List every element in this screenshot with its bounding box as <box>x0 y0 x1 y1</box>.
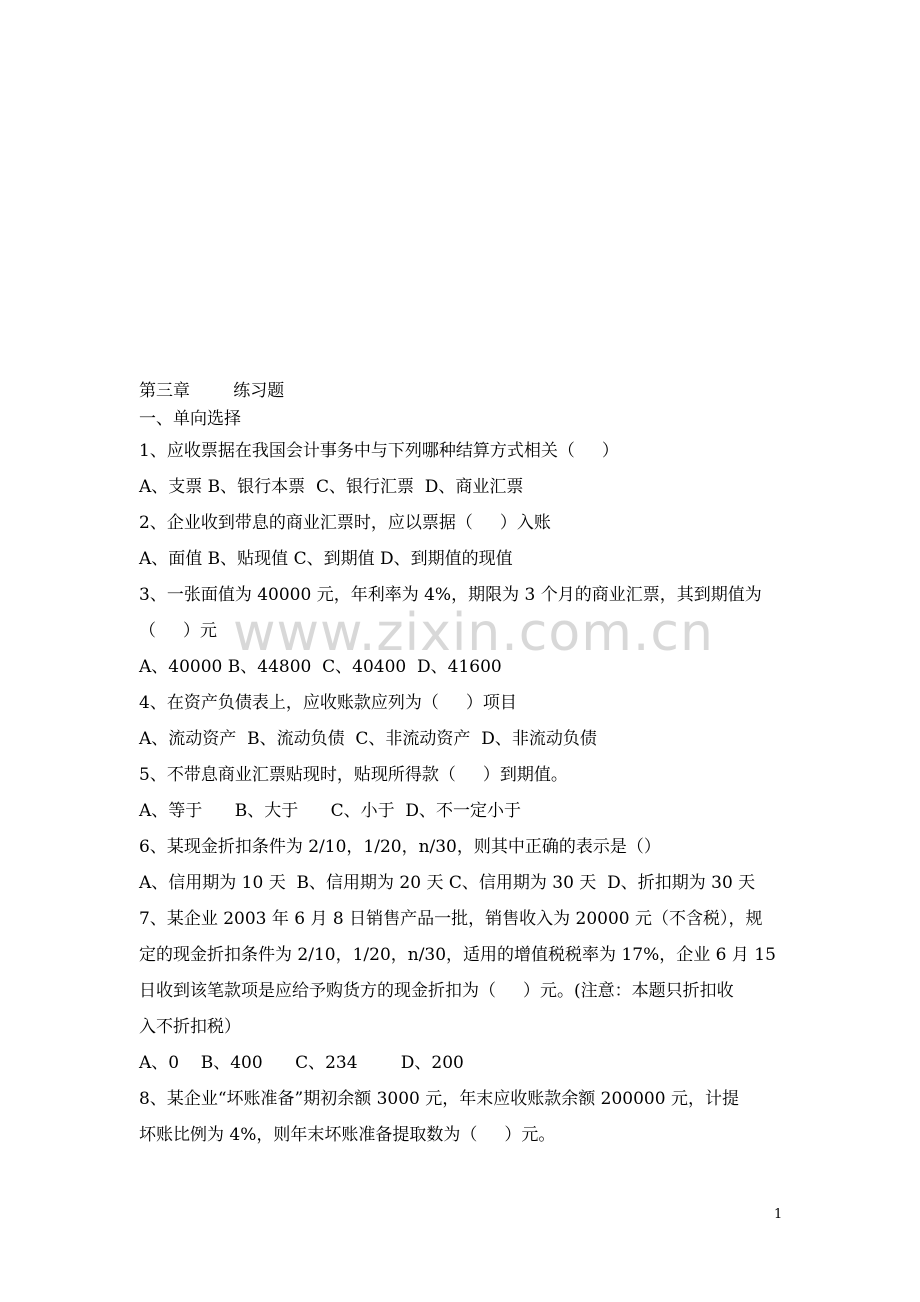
question-4: 4、在资产负债表上，应收账款应列为（ ）项目 <box>139 693 517 713</box>
options-5: A、等于 B、大于 C、小于 D、不一定小于 <box>139 801 522 821</box>
options-6: A、信用期为 10 天 B、信用期为 20 天 C、信用期为 30 天 D、折扣期为 30 天 <box>139 873 756 893</box>
question-3: 3、一张面值为 40000 元，年利率为 4%，期限为 3 个月的商业汇票，其到期值为 <box>139 585 762 605</box>
question-1: 1、应收票据在我国会计事务中与下列哪种结算方式相关（ ） <box>139 441 619 461</box>
options-2: A、面值 B、贴现值 C、到期值 D、到期值的现值 <box>139 549 513 569</box>
options-1: A、支票 B、银行本票 C、银行汇票 D、商业汇票 <box>139 477 524 497</box>
question-8: 8、某企业“坏账准备”期初余额 3000 元，年末应收账款余额 200000 元，计提 <box>139 1089 739 1109</box>
question-5: 5、不带息商业汇票贴现时，贴现所得款（ ）到期值。 <box>139 765 568 785</box>
chapter-title: 第三章 练习题 <box>139 381 285 401</box>
section-title: 一、单向选择 <box>139 409 241 429</box>
question-3-cont: （ ）元 <box>139 621 218 641</box>
question-2: 2、企业收到带息的商业汇票时，应以票据（ ）入账 <box>139 513 551 533</box>
options-7: A、0 B、400 C、234 D、200 <box>139 1053 464 1073</box>
options-4: A、流动资产 B、流动负债 C、非流动资产 D、非流动负债 <box>139 729 597 749</box>
options-3: A、40000 B、44800 C、40400 D、41600 <box>139 657 502 677</box>
page-number: 1 <box>774 1207 783 1222</box>
question-8-cont: 坏账比例为 4%，则年末坏账准备提取数为（ ）元。 <box>139 1125 556 1145</box>
document-body <box>139 377 789 1153</box>
question-7-cont-2: 日收到该笔款项是应给予购货方的现金折扣为（ ）元。(注意：本题只折扣收 <box>139 981 734 1001</box>
question-7-cont-3: 入不折扣税） <box>139 1017 241 1037</box>
watermark-text: www.zixin.com.cn <box>233 603 714 663</box>
question-7: 7、某企业 2003 年 6 月 8 日销售产品一批，销售收入为 20000 元（不含税），规 <box>139 909 763 929</box>
question-6: 6、某现金折扣条件为 2/10，1/20，n/30，则其中正确的表示是（） <box>139 837 661 857</box>
question-7-cont-1: 定的现金折扣条件为 2/10，1/20，n/30，适用的增值税税率为 17%，企业 6 月 15 <box>139 945 776 965</box>
